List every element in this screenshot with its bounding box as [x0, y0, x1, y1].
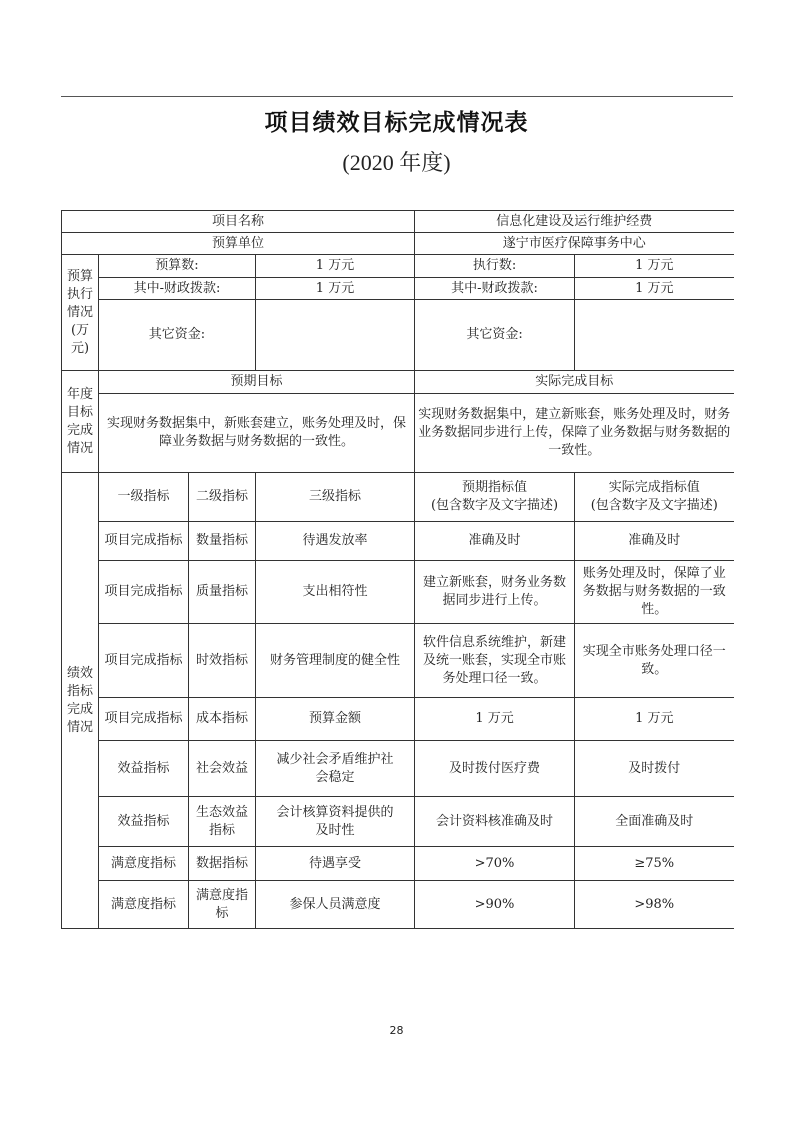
- project-name-row: [62, 211, 734, 233]
- indicator-level2: 满意度指标: [189, 881, 256, 929]
- expected-goal-text: 实现财务数据集中，新账套建立，账务处理及时，保障业务数据与财务数据的一致性。: [99, 394, 415, 473]
- budget-row: [62, 255, 734, 278]
- indicator-level1: 项目完成指标: [99, 561, 189, 624]
- indicator-level3: 待遇发放率: [256, 522, 415, 561]
- indicator-level3: 预算金额: [256, 698, 415, 741]
- indicator-actual: >98%: [575, 881, 734, 929]
- exec-label: 执行数:: [415, 255, 575, 278]
- level1-header: 一级指标: [99, 473, 189, 522]
- header-rule: [61, 96, 733, 97]
- indicator-actual: ≥75%: [575, 847, 734, 881]
- fiscal-row: [62, 278, 734, 300]
- page-number: 28: [389, 1024, 404, 1037]
- indicator-level2: 时效指标: [189, 624, 256, 698]
- indicator-expected: >70%: [415, 847, 575, 881]
- fiscal-label: 其中-财政拨款:: [99, 278, 256, 300]
- indicator-expected: 及时拨付医疗费: [415, 741, 575, 797]
- indicator-level1: 项目完成指标: [99, 698, 189, 741]
- actual-goal-header: 实际完成目标: [415, 371, 734, 394]
- budget-unit-value: 遂宁市医疗保障事务中心: [415, 233, 734, 255]
- indicator-row: [62, 797, 734, 847]
- indicator-row: [62, 624, 734, 698]
- indicator-level1: 效益指标: [99, 797, 189, 847]
- indicator-level2: 生态效益指标: [189, 797, 256, 847]
- indicator-actual: 全面准确及时: [575, 797, 734, 847]
- other-funds-label: 其它资金:: [99, 300, 256, 371]
- indicator-actual: 准确及时: [575, 522, 734, 561]
- indicator-actual: 1 万元: [575, 698, 734, 741]
- indicator-level2: 社会效益: [189, 741, 256, 797]
- annual-section-label: 年度 目标 完成 情况: [62, 371, 99, 473]
- budget-unit-label: 预算单位: [62, 233, 415, 255]
- exec-value: 1 万元: [575, 255, 734, 278]
- level3-header: 三级指标: [256, 473, 415, 522]
- other-funds-label-exec: 其它资金:: [415, 300, 575, 371]
- page-title: 项目绩效目标完成情况表: [264, 110, 529, 136]
- project-name-label: 项目名称: [62, 211, 415, 233]
- fiscal-value-exec: 1 万元: [575, 278, 734, 300]
- annual-goal-row: [62, 394, 734, 473]
- expected-value-header: 预期指标值 (包含数字及文字描述): [415, 473, 575, 522]
- indicator-expected: >90%: [415, 881, 575, 929]
- page-subtitle: (2020 年度): [342, 150, 451, 175]
- indicator-expected: 准确及时: [415, 522, 575, 561]
- performance-table: [61, 210, 734, 929]
- indicator-level2: 数据指标: [189, 847, 256, 881]
- actual-goal-text: 实现财务数据集中，建立新账套，账务处理及时，财务业务数据同步进行上传，保障了业务数据与财务数据的一致性。: [415, 394, 734, 473]
- fiscal-label-exec: 其中-财政拨款:: [415, 278, 575, 300]
- indicator-level1: 效益指标: [99, 741, 189, 797]
- indicator-actual: 实现全市账务处理口径一致。: [575, 624, 734, 698]
- indicator-row: [62, 561, 734, 624]
- indicator-row: [62, 698, 734, 741]
- actual-value-header: 实际完成指标值 (包含数字及文字描述): [575, 473, 734, 522]
- indicator-actual: 及时拨付: [575, 741, 734, 797]
- project-name-value: 信息化建设及运行维护经费: [415, 211, 734, 233]
- budget-unit-row: [62, 233, 734, 255]
- indicator-level1: 项目完成指标: [99, 522, 189, 561]
- annual-goal-header-row: [62, 371, 734, 394]
- indicator-header-row: [62, 473, 734, 522]
- indicator-level2: 数量指标: [189, 522, 256, 561]
- indicator-level3: 待遇享受: [256, 847, 415, 881]
- indicator-actual: 账务处理及时，保障了业务数据与财务数据的一致性。: [575, 561, 734, 624]
- expected-goal-header: 预期目标: [99, 371, 415, 394]
- level2-header: 二级指标: [189, 473, 256, 522]
- indicator-expected: 会计资料核准确及时: [415, 797, 575, 847]
- indicator-level1: 项目完成指标: [99, 624, 189, 698]
- other-funds-value-exec: [575, 300, 734, 371]
- indicator-row: [62, 522, 734, 561]
- indicator-level3: 支出相符性: [256, 561, 415, 624]
- budget-exec-section-label: 预算 执行 情况 (万 元): [62, 255, 99, 371]
- indicator-expected: 1 万元: [415, 698, 575, 741]
- indicator-level3: 减少社会矛盾维护社会稳定: [256, 741, 415, 797]
- indicator-level2: 质量指标: [189, 561, 256, 624]
- fiscal-value: 1 万元: [256, 278, 415, 300]
- other-funds-value: [256, 300, 415, 371]
- indicator-level3: 参保人员满意度: [256, 881, 415, 929]
- budget-value: 1 万元: [256, 255, 415, 278]
- other-funds-row: [62, 300, 734, 371]
- indicator-expected: 建立新账套，财务业务数据同步进行上传。: [415, 561, 575, 624]
- indicator-level2: 成本指标: [189, 698, 256, 741]
- budget-label: 预算数:: [99, 255, 256, 278]
- indicator-level3: 财务管理制度的健全性: [256, 624, 415, 698]
- indicator-row: [62, 741, 734, 797]
- indicator-row: [62, 847, 734, 881]
- indicator-level3: 会计核算资料提供的及时性: [256, 797, 415, 847]
- indicator-level1: 满意度指标: [99, 847, 189, 881]
- indicator-level1: 满意度指标: [99, 881, 189, 929]
- indicator-expected: 软件信息系统维护，新建及统一账套，实现全市账务处理口径一致。: [415, 624, 575, 698]
- perf-section-label: 绩效 指标 完成 情况: [62, 473, 99, 929]
- indicator-row: [62, 881, 734, 929]
